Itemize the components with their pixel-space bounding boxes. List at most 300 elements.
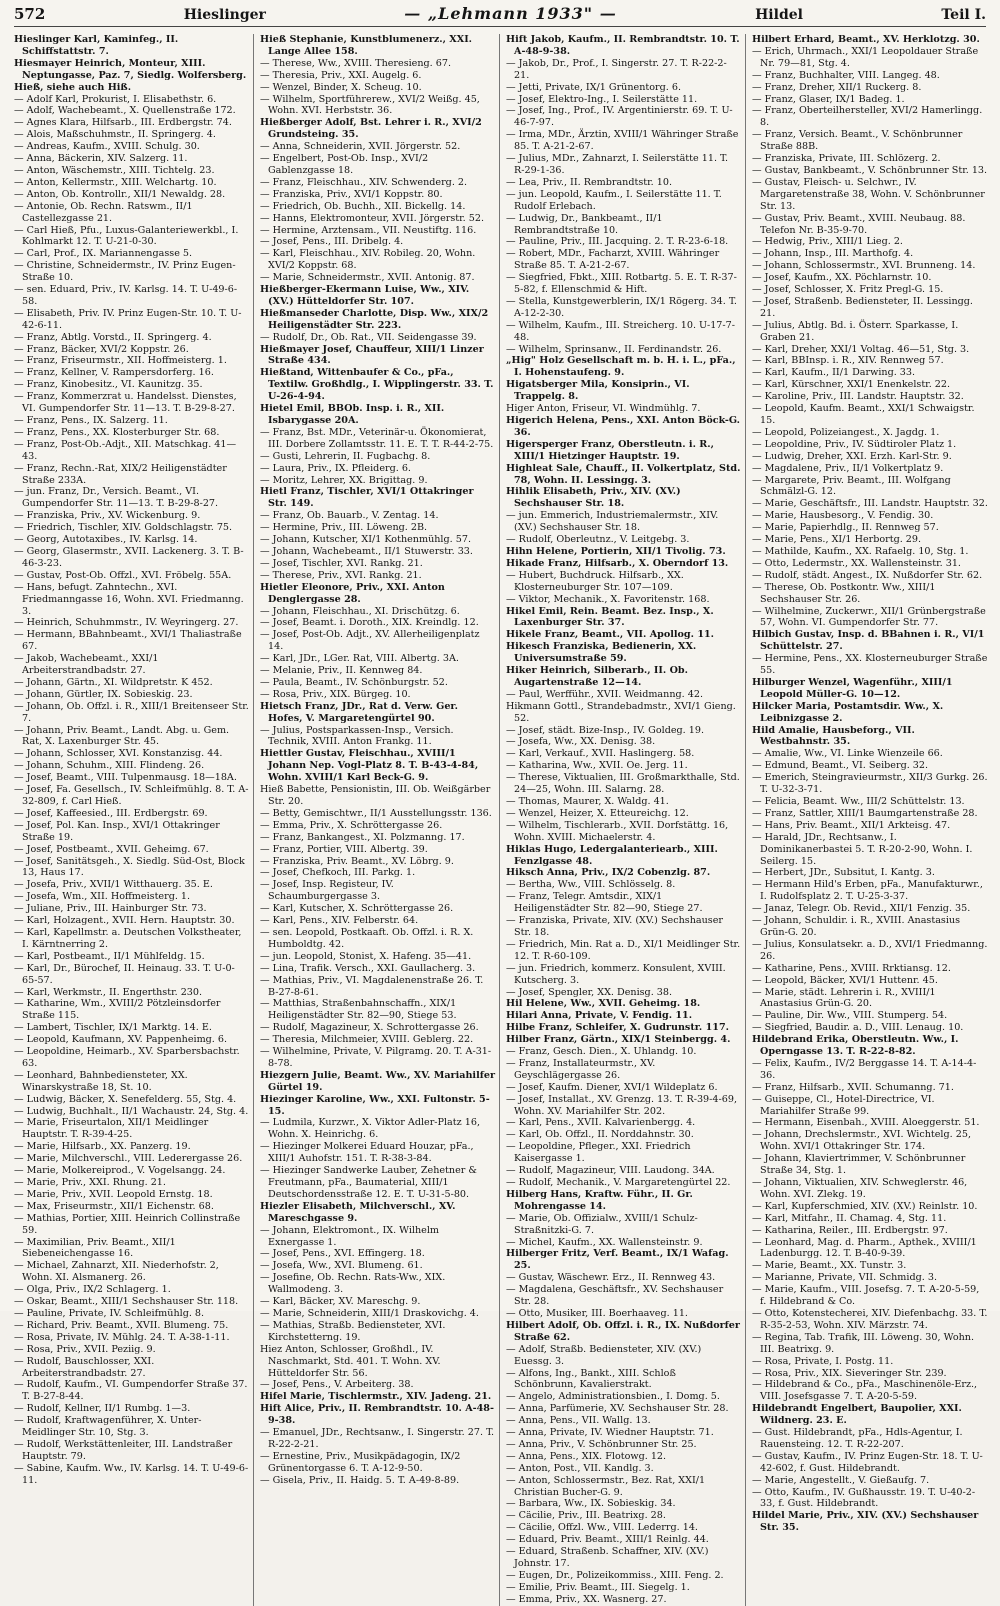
- directory-entry: — sen. Leopold, Postkaaft. Ob. Offzl. i. R. X. Humboldtg. 42.: [260, 926, 474, 950]
- directory-entry: — Wilhelmine, Private, V. Pilgramg. 20. T. A-31-8-78.: [260, 1046, 492, 1069]
- directory-entry: Hiesmayer Heinrich, Monteur, XIII. Neptungasse, Paz. 7, Siedlg. Wolfersberg.: [14, 57, 247, 81]
- directory-entry: — Josef, Kaffeesied., III. Erdbergstr. 69.: [14, 807, 208, 819]
- page-header: [14, 4, 986, 27]
- directory-entry: — Franz, Glaser, IX/1 Badeg. 1.: [752, 93, 905, 105]
- directory-entry: — Emanuel, JDr., Rechtsanw., I. Singerstr. 27. T. R-22-2-21.: [260, 1427, 495, 1450]
- directory-entry: — Josef, Fa. Gesellsch., IV. Schleifmühlg. 8. T. A-32-809, f. Carl Hieß.: [14, 784, 249, 807]
- directory-entry: — Leonhard, Mag. d. Pharm., Apthek., XVIII/1 Ladenburgg. 12. T. B-40-9-39.: [752, 1236, 977, 1260]
- directory-entry: — Cäcilie, Offzl. Ww., VIII. Lederrg. 14.: [506, 1522, 698, 1534]
- directory-entry: — Josef, Pol. Kan. Insp., XVI/1 Ottakringer Straße 19.: [14, 819, 220, 843]
- directory-entry: — Leopold, Kaufmann, XV. Pappenheimg. 6.: [14, 1034, 228, 1046]
- directory-entry: — Marie, Papierhdlg., II. Rennweg 57.: [752, 522, 939, 534]
- directory-entry: — Josef, Beamt., VIII. Tulpenmausg. 18—18A.: [14, 772, 237, 784]
- directory-entry: — Magdalene, Priv., II/1 Volkertplatz 9.: [752, 462, 944, 474]
- directory-entry: Hiksch Anna, Priv., IX/2 Cobenzlg. 87.: [506, 867, 711, 879]
- directory-entry: — Franz, Telegr. Amtsdir., XIX/1 Heiligenstädter Str. 82—90, Stiege 27.: [506, 891, 703, 915]
- directory-entry: — Franz, Sattler, XIII/1 Baumgartenstraße 28.: [752, 807, 978, 819]
- directory-entry: — Franz, Bst. MDr., Veterinär-u. Ökonomierat, III. Dorbere Zollamtsstr. 11. E. T. T. R-44-2-75.: [260, 426, 494, 450]
- directory-entry: Hießberger-Ekermann Luise, Ww., XIV. (XV.) Hütteldorfer Str. 107.: [260, 284, 470, 307]
- directory-entry: — Rudolf, Magazineur, VIII. Laudong. 34A.: [506, 1165, 715, 1177]
- directory-entry: — Franziska, Priv., XVI/1 Koppstr. 80.: [260, 188, 443, 200]
- directory-entry: — Franz, Portier, VIII. Albertg. 39.: [260, 843, 428, 855]
- directory-entry: — Johann, Gürtler, IX. Sobieskig. 23.: [14, 688, 193, 700]
- directory-entry: — Josef, Kaufm., XX. Pöchlarnstr. 10.: [752, 272, 932, 284]
- directory-entry: — Karl, Holzagent., XVII. Hern. Hauptstr. 30.: [14, 915, 235, 927]
- directory-entry: — Franz, Installateurmstr., XV. Geyschlägergasse 26.: [506, 1057, 656, 1081]
- directory-entry: — Katharina, Reiler., III. Erdbergstr. 97.: [752, 1224, 948, 1236]
- directory-entry: — Marie, Schneiderin, XIII/1 Draskovichg. 4.: [260, 1307, 479, 1319]
- directory-entry: — Johann, Insp., III. Marthofg. 4.: [752, 248, 914, 260]
- directory-entry: — Wilhelmine, Zuckerwr., XII/1 Grünbergstraße 57, Wohn. VI. Gumpendorfer Str. 77.: [752, 605, 986, 629]
- directory-entry: Hiez Anton, Schlosser, Großhdl., IV. Naschmarkt, Std. 401. T. Wohn. XV. Hütteldorfer Str. 56.: [260, 1343, 441, 1379]
- directory-entry: — Therese, Priv., XVI. Rankg. 21.: [260, 569, 422, 581]
- directory-entry: — Marianne, Private, VII. Schmidg. 3.: [752, 1272, 938, 1284]
- directory-entry: — Karl, Pens., XIV. Felberstr. 64.: [260, 915, 419, 927]
- directory-entry: Hiezinger Karoline, Ww., XXI. Fultonstr. 5-15.: [260, 1093, 490, 1117]
- directory-entry: — Marie, Priv., XVII. Leopold Ernstg. 18.: [14, 1188, 213, 1200]
- directory-entry: — Otto, Ledermstr., XX. Wallensteinstr. 31.: [752, 557, 961, 569]
- directory-entry: — Katharina, Ww., XVII. Oe. Jerg. 11.: [506, 760, 688, 772]
- directory-entry: Hilbert Erhard, Beamt., XV. Herklotzg. 30.: [752, 34, 980, 45]
- directory-entry: — Angelo, Administrationsbien., I. Domg. 5.: [506, 1391, 720, 1403]
- directory-entry: — Franz, Kommerzrat u. Handelsst. Dienstes, VI. Gumpendorfer Str. 11—13. T. B-29-8-27.: [14, 391, 237, 415]
- directory-columns: [14, 34, 992, 1605]
- directory-entry: — Erich, Uhrmach., XXI/1 Leopoldauer Straße Nr. 79—81, Stg. 4.: [752, 45, 979, 69]
- directory-entry: — Georg, Autotaxibes., IV. Karlsg. 14.: [14, 534, 198, 546]
- directory-entry: — Josef, Pens., V. Arbeiterg. 38.: [260, 1379, 414, 1391]
- directory-entry: — Otto, Kaufm., IV. Gußhausstr. 19. T. U-40-2-33, f. Gust. Hildebrandt.: [752, 1486, 976, 1510]
- directory-entry: — Franz, Bankangest., XI. Polzmanng. 17.: [260, 831, 465, 843]
- directory-entry: — Gustav, Kaufm., IV. Prinz Eugen-Str. 18. T. U-42-602, f. Gust. Hildebrandt.: [752, 1450, 983, 1474]
- directory-entry: — jun. Franz, Dr., Versich. Beamt., VI. Gumpendorfer Str. 11—13. T. B-29-8-27.: [14, 486, 219, 510]
- directory-entry: — Betty, Gemischtwr., II/1 Ausstellungsstr. 136.: [260, 807, 492, 819]
- directory-entry: Hilari Anna, Private, V. Fendig. 11.: [506, 1010, 693, 1022]
- directory-entry: — Adolf Karl, Prokurist, I. Elisabethstr. 6.: [14, 93, 217, 105]
- directory-entry: Hilbe Franz, Schleifer, X. Gudrunstr. 117.: [506, 1022, 729, 1034]
- directory-entry: — Theresia, Priv., XXI. Augelg. 6.: [260, 69, 422, 81]
- directory-entry: — Rudolf, Werkstättenleiter, III. Landstraßer Hauptstr. 79.: [14, 1438, 233, 1462]
- directory-entry: — Pauline, Private, IV. Schleifmühlg. 8.: [14, 1307, 205, 1319]
- directory-entry: — Emma, Priv., XX. Wasnerg. 27.: [506, 1593, 667, 1605]
- directory-entry: — Johann, Wachebeamt., II/1 Stuwerstr. 33.: [260, 545, 473, 557]
- directory-entry: — Alfons, Ing., Bankt., XIII. Schloß Schönbrunn, Kavalierstrakt.: [506, 1367, 676, 1391]
- directory-entry: — Franziska, Priv., XV. Wickenburg. 9.: [14, 510, 201, 522]
- directory-entry: — Engelbert, Post-Ob. Insp., XVI/2 Gablenzgasse 18.: [260, 153, 429, 176]
- directory-entry: — Gustav, Post-Ob. Offzl., XVI. Fröbelg. 55A.: [14, 569, 232, 581]
- directory-entry: — Johann, Schuldir. i. R., XVIII. Anastasius Grün-G. 20.: [752, 915, 961, 938]
- directory-entry: — Leopoldine, Priv., IV. Südtiroler Platz 1.: [752, 438, 957, 450]
- directory-entry: — Wenzel, Heizer, X. Etteureichg. 12.: [506, 807, 689, 819]
- directory-entry: — Leopold, Polizeiangest., X. Jagdg. 1.: [752, 426, 940, 438]
- directory-entry: — Franz, Fleischhau., XIV. Schwenderg. 2.: [260, 176, 468, 188]
- directory-entry: — jun. Leopold, Kaufm., I. Seilerstätte 11. T. Rudolf Erlebach.: [506, 188, 722, 212]
- directory-entry: Hift Alice, Priv., II. Rembrandtstr. 10. A-48-9-38.: [260, 1403, 494, 1427]
- directory-entry: — Anna, Priv., V. Schönbrunner Str. 25.: [506, 1438, 697, 1450]
- directory-entry: Hilberger Fritz, Verf. Beamt., IX/1 Wafag. 25.: [506, 1248, 729, 1272]
- directory-entry: Hildebrand Erika, Oberstleutn. Ww., I. Operngasse 13. T. R-22-8-82.: [752, 1034, 959, 1058]
- directory-entry: Hieß, siehe auch Hiß.: [14, 81, 132, 93]
- directory-entry: Hiker Heinrich, Silberarb., II. Ob. Augartenstraße 12—14.: [506, 665, 688, 688]
- directory-entry: — Johann, Priv. Beamt., Landt. Abg. u. Gem. Rat, X. Laxenburger Str. 45.: [14, 724, 230, 748]
- directory-entry: — Franz, Gesch. Dien., X. Uhlandg. 10.: [506, 1046, 697, 1058]
- directory-entry: Hild Amalie, Hausbeforg., VII. Westbahnstr. 35.: [752, 724, 915, 748]
- directory-entry: — Karl, Kaufm., II/1 Darwing. 33.: [752, 367, 916, 379]
- directory-entry: — Harald, JDr., Rechtsanw., I. Dominikanerbastei 5. T. R-20-2-90, Wohn. I. Seilerg. 15.: [752, 831, 973, 867]
- directory-entry: — Gustav, Priv. Beamt., XVIII. Neubaug. 88. Telefon Nr. B-35-9-70.: [752, 212, 966, 236]
- directory-entry: — Herbert, JDr., Subsitut, I. Kantg. 3.: [752, 867, 935, 879]
- directory-entry: Hilbich Gustav, Insp. d. BBahnen i. R., VI/1 Schüttelstr. 27.: [752, 629, 985, 653]
- directory-entry: — Leopoldine, Pfleger., XXI. Friedrich Kaisergasse 1.: [506, 1141, 691, 1165]
- directory-entry: Hießmanseder Charlotte, Disp. Ww., XIX/2 Heiligenstädter Str. 223.: [260, 307, 489, 331]
- directory-entry: — Theresia, Milchmeier, XVIII. Geblerg. 22.: [260, 1034, 474, 1046]
- directory-entry: — Gustav, Wäschewr. Erz., II. Rennweg 43.: [506, 1272, 716, 1284]
- directory-entry: — Edmund, Beamt., VI. Seiberg. 32.: [752, 760, 929, 772]
- directory-entry: — Marie, Hilfsarb., XX. Panzerg. 19.: [14, 1141, 191, 1153]
- directory-entry: — Julius, Konsulatsekr. a. D., XVI/1 Friedmanng. 26.: [752, 938, 988, 962]
- directory-entry: — Elisabeth, Priv. IV. Prinz Eugen-Str. 10. T. U-42-6-11.: [14, 307, 242, 331]
- directory-entry: — Marie, Pens., XI/1 Herbortg. 29.: [752, 534, 922, 546]
- directory-entry: Hietler Eleonore, Priv., XXI. Anton Denglergasse 28.: [260, 581, 445, 605]
- directory-entry: — Franz, Post-Ob.-Adjt., XII. Matschkag. 41—43.: [14, 438, 237, 462]
- directory-entry: — Anna, Bäckerin, XIV. Salzerg. 11.: [14, 153, 188, 165]
- directory-entry: Hietel Emil, BBOb. Insp. i. R., XII. Isbarygasse 20A.: [260, 403, 445, 426]
- directory-entry: — Marie, Hausbesorg., V. Fendig. 30.: [752, 510, 934, 522]
- directory-entry: — Franz, Pens., IX. Salzerg. 11.: [14, 415, 168, 426]
- directory-entry: — Therese, Ww., XVIII. Theresieng. 67.: [260, 57, 452, 69]
- directory-entry: Hihn Helene, Portierin, XII/1 Tivolig. 73.: [506, 545, 726, 557]
- directory-entry: — Eduard, Straßenb. Schaffner, XIV. (XV.) Johnstr. 17.: [506, 1546, 709, 1569]
- directory-entry: — Gust. Hildebrandt, pFa., Hdls-Agentur, I. Rauensteing. 12. T. R-22-207.: [752, 1427, 963, 1450]
- header-left-word: Hieslinger: [183, 7, 266, 23]
- directory-column-4: [752, 34, 992, 1606]
- directory-entry: — Olga, Priv., IX/2 Schlagerg. 1.: [14, 1284, 171, 1296]
- directory-entry: — Hermann, Eisenbah., XVIII. Aloeggerstr. 51.: [752, 1117, 980, 1129]
- directory-entry: — Barbara, Ww., IX. Sobieskig. 34.: [506, 1498, 676, 1510]
- directory-entry: — Hildebrand & Co., pFa., Maschinenöle-Erz., VIII. Josefsgasse 7. T. A-20-5-59.: [752, 1379, 978, 1403]
- directory-entry: — Mathias, Straßb. Bediensteter, XVI. Kirchstetterng. 19.: [260, 1319, 446, 1343]
- directory-entry: — Ludwig, Dreher, XXI. Erzh. Karl-Str. 9.: [752, 450, 952, 462]
- directory-entry: — Josefa, Wm., XII. Hoffmeisterg. 1.: [14, 891, 191, 903]
- directory-entry: — Rudolf, Kellner, II/1 Rumbg. 1—3.: [14, 1403, 191, 1415]
- directory-entry: — Otto, Kotenstecherei, XIV. Diefenbachg. 33. T. R-35-2-53, Wohn. XIV. Märzstr. 74.: [752, 1307, 988, 1331]
- directory-entry: — Eugen, Dr., Polizeikommiss., XIII. Feng. 2.: [506, 1569, 724, 1581]
- directory-entry: — Friedrich, Min. Rat a. D., XI/1 Meidlinger Str. 12. T. R-60-109.: [506, 938, 741, 962]
- directory-entry: — Lambert, Tischler, IX/1 Marktg. 14. E.: [14, 1022, 212, 1034]
- directory-entry: — Hermine, Arztensam., VII. Neustiftg. 116.: [260, 224, 477, 236]
- directory-entry: — Franz, Abtlg. Vorstd., II. Springerg. 4.: [14, 331, 212, 343]
- directory-entry: — Anton, Post., VII. Kandlg. 3.: [506, 1462, 654, 1474]
- directory-entry: — Oskar, Beamt., XIII/1 Sechshauser Str. 118.: [14, 1296, 239, 1308]
- directory-entry: — sen. Eduard, Priv., IV. Karlsg. 14. T. U-49-6-58.: [14, 284, 238, 307]
- directory-entry: — Paula, Beamt., IV. Schönburgstr. 52.: [260, 676, 448, 688]
- directory-entry: — Therese, Ob. Postkontr. Ww., XIII/1 Sechshauser Str. 26.: [752, 581, 936, 605]
- directory-entry: — Viktor, Mechanik., X. Favoritenstr. 168.: [506, 593, 710, 605]
- directory-entry: — Felix, Kaufm., IV/2 Berggasse 14. T. A-14-4-36.: [752, 1057, 977, 1081]
- directory-entry: — Jetti, Private, IX/1 Grünentorg. 6.: [506, 81, 682, 93]
- directory-entry: — Friedrich, Ob. Buchh., XII. Bickellg. 14.: [260, 200, 466, 212]
- directory-entry: — Emerich, Steingravieurmstr., XII/3 Gurkg. 26. T. U-32-3-71.: [752, 772, 988, 796]
- directory-entry: — Julius, Abtlg. Bd. i. Österr. Sparkasse, I. Graben 21.: [752, 319, 959, 343]
- directory-entry: — Rudolf, Kraftwagenführer, X. Unter-Meidlinger Str. 10, Stg. 3.: [14, 1415, 202, 1439]
- header-part: Teil I.: [941, 7, 986, 23]
- directory-entry: — Anna, Pens., XIX. Flotowg. 12.: [506, 1450, 667, 1462]
- directory-entry: — Pauline, Dir. Ww., VIII. Stumperg. 54.: [752, 1010, 948, 1022]
- directory-entry: — Hermine, Pens., XX. Klosterneuburger Straße 55.: [752, 653, 988, 677]
- directory-entry: — Ernestine, Priv., Musikpädagogin, IX/2 Grünentorgasse 6. T. A-12-9-50.: [260, 1450, 461, 1474]
- directory-entry: — Gustav, Fleisch- u. Selchwr., IV. Margaretenstraße 38, Wohn. V. Schönbrunner Str. 13.: [752, 176, 985, 212]
- directory-entry: — Ludwig, Dr., Bankbeamt., II/1 Rembrandtstraße 10.: [506, 212, 663, 236]
- directory-entry: — Juliane, Priv., III. Hainburger Str. 73.: [14, 903, 207, 915]
- directory-entry: — Michel, Kaufm., XX. Wallensteinstr. 9.: [506, 1236, 703, 1248]
- directory-entry: — Therese, Viktualien, III. Großmarkthalle, Std. 24—25, Wohn. III. Salarng. 28.: [506, 772, 740, 796]
- directory-entry: — Marie, städt. Lehrerin i. R., XVIII/1 Anastasius Grün-G. 20.: [752, 986, 936, 1010]
- directory-entry: — Franz, Rechn.-Rat, XIX/2 Heiligenstädter Straße 233A.: [14, 462, 227, 486]
- directory-entry: — Otto, Musiker, III. Boerhaaveg. 11.: [506, 1307, 688, 1319]
- directory-entry: — Marie, Schneidermstr., XVII. Antonig. 87.: [260, 272, 475, 284]
- directory-entry: — Friedrich, Tischler, XIV. Goldschlagstr. 75.: [14, 522, 233, 534]
- directory-entry: — Franz, Buchhalter, VIII. Langeg. 48.: [752, 69, 940, 81]
- directory-entry: Hießberger Adolf, Bst. Lehrer i. R., XVI/2 Grundsteing. 35.: [260, 117, 482, 141]
- directory-entry: — Josef, Ing., Prof., IV. Argentinierstr. 69. T. U-46-7-97.: [506, 105, 733, 129]
- directory-entry: — Katharine, Wm., XVIII/2 Pötzleinsdorfer Straße 115.: [14, 998, 221, 1022]
- directory-entry: — Hiezinger Sandwerke Lauber, Zehetner & Freutmann, pFa., Baumaterial, XIII/1 Deutschordensstraße 12. E. T. U-31-5-80.: [260, 1165, 477, 1200]
- directory-entry: — Anna, Pens., VII. Wallg. 13.: [506, 1415, 651, 1427]
- directory-entry: — Anton, Schlossermstr., Bez. Rat, XXI/1 Christian Bucher-G. 9.: [506, 1474, 706, 1498]
- directory-entry: — Guiseppe, Cl., Hotel-Directrice, VI. Mariahilfer Straße 99.: [752, 1093, 935, 1117]
- directory-entry: — Hans, befugt. Zahntechn., XVI. Friedmanngasse 16, Wohn. XVI. Friedmanng. 3.: [14, 581, 244, 617]
- directory-entry: — Franziska, Priv. Beamt., XV. Löbrg. 9.: [260, 855, 454, 867]
- directory-entry: — Rudolf, Mechanik., V. Margaretengürtel 22.: [506, 1177, 731, 1188]
- directory-entry: — Josefa, Ww., XVI. Blumeng. 61.: [260, 1260, 423, 1272]
- directory-entry: — Leonhard, Bahnbediensteter, XX. Winarskystraße 18, St. 10.: [14, 1069, 188, 1093]
- directory-entry: — Melanie, Priv., II. Kennweg 84.: [260, 665, 423, 677]
- directory-entry: Hilcker Maria, Postamtsdir. Ww., X. Leibnizgasse 2.: [752, 700, 944, 724]
- directory-entry: — Marie, Kaufm., VIII. Josefsg. 7. T. A-20-5-59, f. Hildebrand & Co.: [752, 1284, 980, 1308]
- directory-entry: — Carl, Prof., IX. Mariannengasse 5.: [14, 248, 193, 260]
- directory-entry: — Josefa, Ww., XX. Denisg. 38.: [506, 736, 656, 748]
- directory-entry: — Amalie, Ww., VI. Linke Wienzeile 66.: [752, 748, 943, 760]
- directory-entry: Higerich Helena, Pens., XXI. Anton Böck-G. 36.: [506, 415, 741, 438]
- directory-entry: — Josef, Pens., III. Dribelg. 4.: [260, 236, 404, 248]
- directory-entry: — Leopold, Kaufm. Beamt., XXI/1 Schwaigstr. 15.: [752, 403, 975, 426]
- directory-entry: — Karl, Kupferschmied, XIV. (XV.) Reinlstr. 10.: [752, 1200, 978, 1212]
- directory-entry: — Franz, Hilfsarb., XVII. Schumanng. 71.: [752, 1081, 954, 1093]
- directory-entry: — Karl, Verkauf., XVII. Haslingerg. 58.: [506, 748, 695, 760]
- directory-entry: — Marie, Milchverschl., VIII. Lederergasse 26.: [14, 1153, 243, 1165]
- directory-entry: — Pauline, Priv., III. Jacquing. 2. T. R-23-6-18.: [506, 236, 729, 248]
- directory-entry: — Ludwig, Bäcker, X. Senefelderg. 55, Stg. 4.: [14, 1093, 237, 1105]
- directory-entry: — Karl, Pens., XVII. Kalvarienbergg. 4.: [506, 1117, 696, 1129]
- directory-entry: — Marie, Geschäftsfr., III. Landstr. Hauptstr. 32.: [752, 498, 988, 510]
- directory-entry: Hift Jakob, Kaufm., II. Rembrandtstr. 10. T. A-48-9-38.: [506, 34, 740, 57]
- directory-entry: — Eduard, Priv. Beamt., XIII/1 Reinlg. 44.: [506, 1534, 709, 1546]
- directory-entry: — Franz, Kellner, V. Rampersdorferg. 16.: [14, 367, 214, 379]
- directory-entry: Hihlik Elisabeth, Priv., XIV. (XV.) Sechshauser Str. 18.: [506, 486, 681, 510]
- directory-entry: — Mathias, Portier, XIII. Heinrich Collinstraße 59.: [14, 1212, 241, 1236]
- directory-entry: — Rudolf, städt. Angest., IX. Nußdorfer Str. 62.: [752, 569, 983, 581]
- directory-entry: — Lea, Priv., II. Rembrandtstr. 10.: [506, 176, 673, 188]
- directory-entry: — Josef, Installat., XV. Grenzg. 13. T. R-39-4-69, Wohn. XV. Mariahilfer Str. 202.: [506, 1093, 737, 1117]
- directory-column-2: [260, 34, 500, 1606]
- directory-entry: — Antonie, Ob. Rechn. Ratswm., II/1 Castellezgasse 21.: [14, 200, 193, 224]
- directory-entry: — Josef, Chefkoch, III. Parkg. 1.: [260, 867, 416, 879]
- directory-entry: — Michael, Zahnarzt, XII. Niederhofstr. 2, Wohn. XI. Alsmanerg. 26.: [14, 1260, 219, 1284]
- directory-entry: Hiezler Elisabeth, Milchverschl., XV. Mareschgasse 9.: [260, 1200, 456, 1224]
- directory-entry: — Wilhelm, Tischlerarb., XVII. Dorfstättg. 16, Wohn. XVIII. Michaelerstr. 4.: [506, 819, 729, 843]
- directory-entry: — Karl, Dr., Bürochef, II. Heinaug. 33. T. U-0-65-57.: [14, 962, 235, 986]
- directory-entry: — Katharine, Pens., XVIII. Rrktiansg. 12.: [752, 962, 951, 974]
- directory-entry: — Hubert, Buchdruck. Hilfsarb., XX. Klosterneuburger Str. 107—109.: [506, 569, 684, 593]
- directory-entry: — Hanns, Elektromonteur, XVII. Jörgerstr. 52.: [260, 212, 484, 224]
- directory-entry: — Karl, Bäcker, XV. Mareschg. 9.: [260, 1296, 421, 1308]
- directory-entry: — Rudolf, Bauschlosser, XXI. Arbeiterstrandbadstr. 27.: [14, 1355, 155, 1379]
- directory-entry: — Josef, Tischler, XVI. Rankg. 21.: [260, 557, 423, 569]
- directory-entry: — Franz, Pens., XX. Klosterburger Str. 68.: [14, 426, 220, 438]
- directory-entry: — Johann, Ob. Offzl. i. R., XIII/1 Breitenseer Str. 7.: [14, 700, 249, 724]
- directory-entry: — Regina, Tab. Trafik, III. Löweng. 30, Wohn. III. Beatrixg. 9.: [752, 1331, 975, 1355]
- header-title: — „Lehmann 1933" —: [404, 4, 617, 23]
- directory-entry: — Franz, Kinobesitz., VI. Kaunitzg. 35.: [14, 379, 203, 391]
- directory-entry: — Wenzel, Binder, X. Scheug. 10.: [260, 81, 422, 93]
- directory-entry: — Felicia, Beamt. Ww., III/2 Schüttelstr. 13.: [752, 796, 965, 807]
- directory-entry: — Hermann Hild's Erben, pFa., Manufakturwr., I. Rudolfsplatz 2. T. U-25-3-37.: [752, 879, 983, 903]
- directory-entry: — Rudolf, Dr., Ob. Rat., VII. Seidengasse 39.: [260, 331, 477, 343]
- directory-entry: — Karl, Werkmstr., II. Engerthstr. 230.: [14, 986, 203, 998]
- directory-entry: — Marie, Priv., XXI. Rhung. 21.: [14, 1177, 166, 1188]
- directory-entry: — Rosa, Priv., XIX. Sieveringer Str. 239.: [752, 1367, 947, 1379]
- directory-entry: — Josef, Kaufm. Diener, XVI/1 Wildeplatz 6.: [506, 1081, 718, 1093]
- directory-entry: Hil Helene, Ww., XVII. Geheimg. 18.: [506, 998, 701, 1010]
- directory-entry: Hilberg Hans, Kraftw. Führ., II. Gr. Mohrengasse 14.: [506, 1188, 693, 1212]
- directory-entry: Highleat Sale, Chauff., II. Volkertplatz, Std. 78, Wohn. II. Lessingg. 3.: [506, 462, 741, 486]
- directory-entry: Hikade Franz, Hilfsarb., X. Oberndorf 13.: [506, 557, 729, 569]
- directory-entry: — Karl, BBInsp. i. R., XIV. Rennweg 57.: [752, 355, 944, 367]
- directory-entry: — Matthias, Straßenbahnschaffn., XIX/1 Heiligenstädter Str. 82—90, Stiege 53.: [260, 998, 457, 1022]
- directory-entry: — Anna, Parfümerie, XV. Sechshauser Str. 28.: [506, 1403, 729, 1415]
- directory-entry: — Johann, Viktualien, XIV. Schweglerstr. 46, Wohn. XVI. Zlekg. 19.: [752, 1177, 968, 1200]
- directory-entry: — Marie, Friseurtalon, XII/1 Meidlinger Hauptstr. T. R-39-4-25.: [14, 1117, 209, 1141]
- directory-entry: — Jakob, Dr., Prof., I. Singerstr. 27. T. R-22-2-21.: [506, 57, 727, 81]
- directory-entry: — Anton, Ob. Kontrollr., XII/1 Newaldg. 28.: [14, 188, 226, 200]
- directory-entry: — Wilhelm, Kaufm., III. Streicherg. 10. U-17-7-48.: [506, 319, 735, 343]
- directory-entry: — Lina, Trafik. Versch., XXI. Gaullacherg. 3.: [260, 962, 476, 974]
- directory-entry: Hikel Emil, Rein. Beamt. Bez. Insp., X. Laxenburger Str. 37.: [506, 605, 714, 629]
- directory-entry: Hieß Babette, Pensionistin, III. Ob. Weißgärber Str. 20.: [260, 784, 491, 807]
- directory-entry: Hiezgern Julie, Beamt. Ww., XV. Mariahilfer Gürtel 19.: [260, 1069, 495, 1093]
- directory-entry: Hikele Franz, Beamt., VII. Apollog. 11.: [506, 629, 715, 641]
- directory-entry: Hikmann Gottl., Strandebadmstr., XVI/1 Gieng. 52.: [506, 700, 736, 724]
- directory-entry: — Josef, Beamt. i. Doroth., XIX. Kreindlg. 12.: [260, 617, 479, 629]
- directory-entry: — jun. Friedrich, kommerz. Konsulent, XVIII. Kutscherg. 3.: [506, 962, 726, 986]
- directory-entry: — Franz, Ob. Bauarb., V. Zentag. 14.: [260, 510, 439, 522]
- directory-entry: — Hermann, BBahnbeamt., XVI/1 Thaliastraße 67.: [14, 629, 242, 653]
- directory-column-3: [506, 34, 746, 1606]
- directory-entry: — Johann, Schlosser, XVI. Konstanzisg. 44.: [14, 748, 223, 760]
- directory-entry: — Hermine, Priv., III. Löweng. 2B.: [260, 522, 428, 534]
- directory-entry: — Rudolf, Oberleutnz., V. Leitgebg. 3.: [506, 534, 690, 546]
- directory-entry: — Marie, Angestellt., V. Gießaufg. 7.: [752, 1474, 930, 1486]
- directory-entry: — Josefine, Ob. Rechn. Rats-Ww., XIX. Wallmodeng. 3.: [260, 1272, 446, 1296]
- directory-entry: Hieslinger Karl, Kaminfeg., II. Schiffstattstr. 7.: [14, 34, 179, 57]
- directory-entry: — Karl, Dreher, XXI/1 Voltag. 46—51, Stg. 3.: [752, 343, 970, 355]
- directory-entry: — Hans, Priv. Beamt., XII/1 Arkteisg. 47.: [752, 819, 951, 831]
- directory-entry: — Josef, städt. Bize-Insp., IV. Goldeg. 19.: [506, 724, 705, 736]
- directory-entry: — Wilhelm, Sprinsanw., II. Ferdinandstr. 26.: [506, 343, 722, 355]
- directory-entry: — Robert, MDr., Facharzt, XVIII. Währinger Straße 85. T. A-21-2-67.: [506, 248, 720, 272]
- directory-entry: Hilburger Wenzel, Wagenführ., XIII/1 Leopold Müller-G. 10—12.: [752, 676, 953, 700]
- directory-entry: — Johann, Drechslermstr., XVI. Wichtelg. 25, Wohn. XVI/1 Ottakringer Str. 174.: [752, 1129, 971, 1153]
- directory-entry: Hifel Marie, Tischlermstr., XIV. Jadeng. 21.: [260, 1391, 492, 1403]
- directory-entry: — Janaz, Telegr. Ob. Revid., XII/1 Fenzig. 35.: [752, 903, 971, 915]
- directory-entry: — Bertha, Ww., VIII. Schlösselg. 8.: [506, 879, 676, 891]
- directory-entry: — Hedwig, Priv., XIII/1 Lieg. 2.: [752, 236, 903, 248]
- directory-entry: — Rudolf, Magazineur, X. Schrottergasse 26.: [260, 1022, 479, 1034]
- directory-entry: — Josef, Pens., XVI. Effingerg. 18.: [260, 1248, 425, 1260]
- directory-entry: — Alois, Maßschuhmstr., II. Springerg. 4.: [14, 129, 216, 141]
- directory-entry: — Karl, Fleischhau., XIV. Robileg. 20, Wohn. XVI/2 Koppstr. 68.: [260, 248, 476, 272]
- directory-entry: — Johann, Schlossermstr., XVI. Brunneng. 14.: [752, 260, 976, 272]
- directory-entry: — Sabine, Kaufm. Ww., IV. Karlsg. 14. T. U-49-6-11.: [14, 1462, 249, 1486]
- directory-entry: — Siegfried, Baudir. a. D., VIII. Lenaug. 10.: [752, 1022, 964, 1034]
- directory-entry: — Franziska, Private, III. Schlözerg. 2.: [752, 153, 941, 165]
- directory-entry: — Ludmila, Kurzwr., X. Viktor Adler-Platz 16, Wohn. X. Heinrichg. 6.: [260, 1117, 480, 1141]
- directory-entry: — Rudolf, Kaufm., VI. Gumpendorfer Straße 37. T. B-27-8-44.: [14, 1379, 248, 1403]
- directory-entry: Hietsch Franz, JDr., Rat d. Verw. Ger. Hofes, V. Margaretengürtel 90.: [260, 700, 458, 724]
- directory-entry: — Leopoldine, Heimarb., XV. Sparbersbachstr. 63.: [14, 1046, 240, 1069]
- directory-entry: Hikesch Franziska, Bedienerin, XX. Universumstraße 59.: [506, 641, 697, 665]
- directory-entry: — Josef, Sanitätsgeh., X. Siedlg. Süd-Ost, Block 13, Haus 17.: [14, 855, 245, 879]
- directory-entry: — Marie, Ob. Offizialw., XVIII/1 Schulz-Straßnitzki-G. 7.: [506, 1212, 698, 1236]
- directory-entry: — Josef, Spengler, XX. Denisg. 38.: [506, 986, 673, 998]
- directory-entry: — Johann, Elektromont., IX. Wilhelm Exnergasse 1.: [260, 1224, 440, 1248]
- directory-entry: — jun. Leopold, Stonist, X. Hafeng. 35—41.: [260, 950, 472, 962]
- directory-entry: Hießtand, Wittenbaufer & Co., pFa., Textilw. Großhdlg., I. Wipplingerstr. 33. T. U-26-4-94.: [260, 367, 494, 403]
- directory-entry: — Johann, Schuhm., XIII. Flindeng. 26.: [14, 760, 205, 772]
- directory-entry: — Josef, Post-Ob. Adjt., XV. Allerheiligenplatz 14.: [260, 629, 480, 653]
- directory-entry: — Richard, Priv. Beamt., XVII. Blumeng. 75.: [14, 1319, 229, 1331]
- directory-entry: Hilbert Adolf, Ob. Offzl. i. R., IX. Nußdorfer Straße 62.: [506, 1319, 740, 1343]
- page-number: 572: [14, 5, 46, 23]
- directory-entry: — Anton, Wäschemstr., XIII. Tichtelg. 23.: [14, 164, 215, 176]
- directory-entry: — Adolf, Wachebeamt., X. Quellenstraße 172.: [14, 105, 236, 117]
- directory-entry: Hießmayer Josef, Chauffeur, XIII/1 Linzer Straße 434.: [260, 343, 484, 367]
- directory-entry: Higer Anton, Friseur, VI. Windmühlg. 7.: [506, 403, 701, 415]
- directory-entry: — Johann, Fleischhau., XI. Drischützg. 6.: [260, 605, 460, 617]
- directory-entry: — Gisela, Priv., II. Haidg. 5. T. A-49-8-89.: [260, 1474, 460, 1486]
- directory-entry: — Emilie, Priv. Beamt., III. Siegelg. 1.: [506, 1581, 690, 1593]
- directory-entry: — Andreas, Kaufm., XVIII. Schulg. 30.: [14, 141, 200, 153]
- header-right-word: Hildel: [755, 7, 803, 23]
- directory-entry: — Heinrich, Schuhmmstr., IV. Weyringerg. 27.: [14, 617, 239, 629]
- directory-entry: — Mathias, Priv., VI. Magdalenenstraße 26. T. B-27-8-61.: [260, 974, 484, 998]
- directory-entry: — Gusti, Lehrerin, II. Fugbachg. 8.: [260, 450, 431, 462]
- directory-entry: — Rosa, Priv., XVII. Peziig. 9.: [14, 1343, 156, 1355]
- directory-entry: — Jakob, Wachebeamt., XXI/1 Arbeiterstrandbadstr. 27.: [14, 653, 159, 677]
- directory-entry: — Karl, JDr., LGer. Rat, VIII. Albertg. 3A.: [260, 653, 459, 665]
- directory-entry: — Leopold, Bäcker, XVI/1 Huttenr. 45.: [752, 974, 938, 986]
- directory-entry: Hiklas Hugo, Ledergalanteriearb., XIII. Fenzlgasse 48.: [506, 843, 718, 867]
- directory-entry: — Mathilde, Kaufm., XX. Rafaelg. 10, Stg. 1.: [752, 545, 969, 557]
- directory-entry: — Hiezinger Molkerei Eduard Houzar, pFa., XIII/1 Auhofstr. 151. T. R-38-3-84.: [260, 1141, 474, 1165]
- directory-entry: — Thomas, Maurer, X. Waldg. 41.: [506, 796, 669, 807]
- directory-entry: Hildel Marie, Priv., XIV. (XV.) Sechshauser Str. 35.: [752, 1510, 979, 1534]
- directory-entry: — Karl, Kutscher, X. Schröttergasse 26.: [260, 903, 454, 915]
- directory-entry: — Julius, MDr., Zahnarzt, I. Seilerstätte 11. T. R-29-1-36.: [506, 153, 729, 176]
- directory-entry: — Anton, Kellermstr., XIII. Welchartg. 10.: [14, 176, 217, 188]
- directory-entry: Hildebrandt Engelbert, Baupolier, XXI. Wildnerg. 23. E.: [752, 1403, 962, 1427]
- directory-column-1: [14, 34, 254, 1606]
- directory-entry: — Karl, Kürschner, XXI/1 Enenkelstr. 22.: [752, 379, 951, 391]
